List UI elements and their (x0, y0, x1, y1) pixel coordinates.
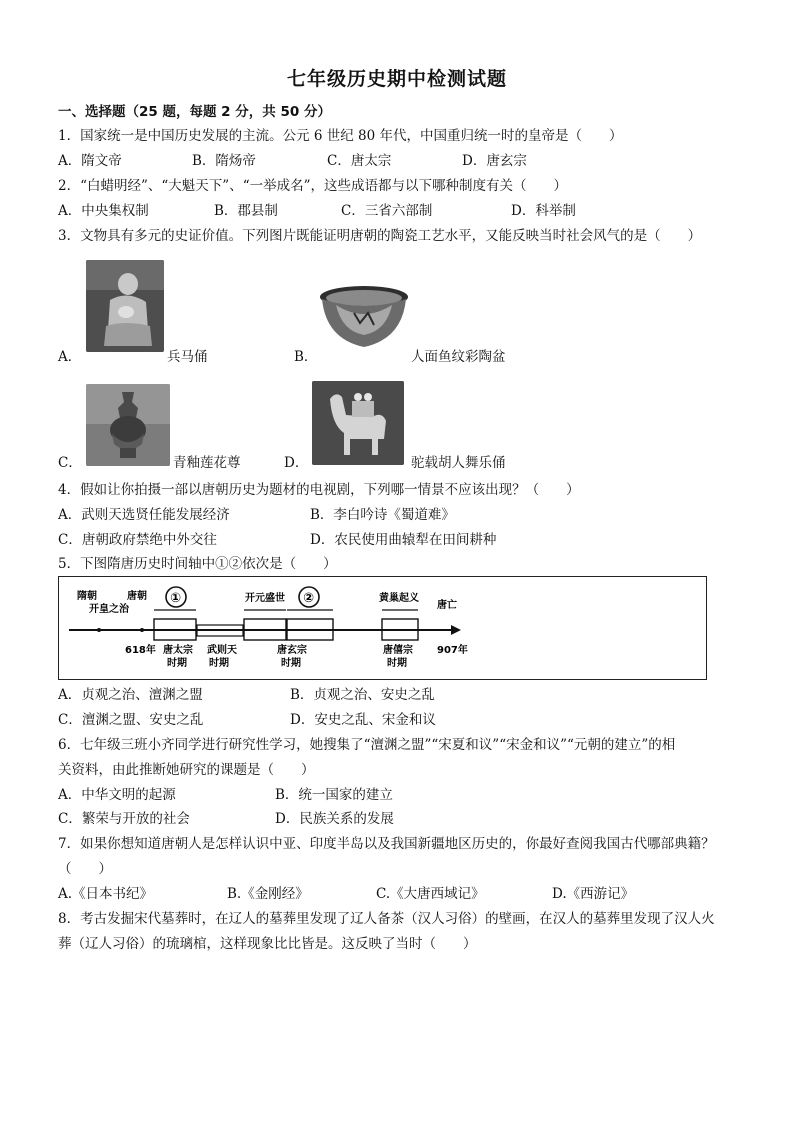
timeline-label-huangchao: 黄巢起义 (379, 593, 419, 604)
question-1-stem: 1．国家统一是中国历史发展的主流。公元 6 世纪 80 年代，中国重归统一时的皇帝是（ ） (58, 128, 623, 144)
q3-option-d-letter: D． (284, 455, 309, 471)
q6-option-d: D．民族关系的发展 (275, 811, 394, 827)
timeline-year-618: 618年 (125, 645, 156, 656)
q2-option-d: D．科举制 (511, 203, 576, 219)
q4-option-c: C．唐朝政府禁绝中外交往 (58, 532, 217, 548)
question-6-stem-line1: 6．七年级三班小齐同学进行研究性学习，她搜集了“澶渊之盟”“宋夏和议”“宋金和议”“元朝的建立”的相 (58, 737, 676, 753)
question-3-stem: 3．文物具有多元的史证价值。下列图片既能证明唐朝的陶瓷工艺水平，又能反映当时社会风气的是（ ） (58, 228, 702, 244)
q1-option-b: B．隋炀帝 (192, 153, 256, 169)
q7-option-b: B.《金刚经》 (227, 886, 309, 902)
q4-option-b: B．李白吟诗《蜀道难》 (310, 507, 455, 523)
timeline-label-wuzetian-period: 时期 (209, 658, 229, 669)
timeline-label-kaiyuan: 开元盛世 (245, 593, 285, 604)
camel-musicians-figurine-photo (312, 381, 404, 465)
terracotta-warrior-photo (86, 260, 164, 352)
q6-option-b: B．统一国家的建立 (275, 787, 393, 803)
timeline-label-xizong: 唐僖宗 (383, 645, 413, 656)
q5-option-c: C．澶渊之盟、安史之乱 (58, 712, 204, 728)
painted-pottery-basin-photo (316, 283, 412, 353)
q7-option-c: C.《大唐西域记》 (376, 886, 485, 902)
q3-option-a-caption: 兵马俑 (167, 349, 208, 365)
question-4-stem: 4．假如让你拍摄一部以唐朝历史为题材的电视剧，下列哪一情景不应该出现？（ ） (58, 482, 580, 498)
question-8-stem-line1: 8．考古发掘宋代墓葬时，在辽人的墓葬里发现了辽人备茶（汉人习俗）的壁画，在汉人的墓葬里发现了汉人火 (58, 911, 715, 927)
timeline-label-taizong: 唐太宗 (163, 645, 193, 656)
timeline-figure (58, 576, 707, 680)
celadon-lotus-vessel-photo (86, 384, 170, 466)
q4-option-d: D．农民使用曲辕犁在田间耕种 (310, 532, 497, 548)
timeline-label-xizong-period: 时期 (387, 658, 407, 669)
question-7-stem-line1: 7．如果你想知道唐朝人是怎样认识中亚、印度半岛以及我国新疆地区历史的，你最好查阅我国古代哪部典籍？ (58, 836, 715, 852)
q5-option-d: D．安史之乱、宋金和议 (290, 712, 436, 728)
q5-option-a: A．贞观之治、澶渊之盟 (58, 687, 203, 703)
question-2-stem: 2．“白蜡明经”、“大魁天下”、“一举成名”，这些成语都与以下哪种制度有关（ ） (58, 178, 567, 194)
q5-option-b: B．贞观之治、安史之乱 (290, 687, 435, 703)
q3-option-d-caption: 驼载胡人舞乐俑 (411, 455, 506, 471)
q3-option-b-letter: B． (294, 349, 318, 365)
q2-option-b: B．郡县制 (214, 203, 278, 219)
question-8-stem-line2: 葬（辽人习俗）的琉璃棺，这样现象比比皆是。这反映了当时（ ） (58, 936, 477, 952)
timeline-year-907: 907年 (437, 645, 468, 656)
timeline-blank-1: ① (170, 591, 182, 606)
q2-option-c: C．三省六部制 (341, 203, 433, 219)
q3-option-c-caption: 青釉莲花尊 (173, 455, 241, 471)
timeline-arrow (451, 625, 461, 635)
q4-option-a: A．武则天选贤任能发展经济 (58, 507, 230, 523)
timeline-label-taizong-period: 时期 (167, 658, 187, 669)
q3-option-b-caption: 人面鱼纹彩陶盆 (411, 349, 506, 365)
timeline-blank-2: ② (303, 591, 315, 606)
q6-option-c: C．繁荣与开放的社会 (58, 811, 190, 827)
q3-option-a-letter: A． (58, 349, 82, 365)
timeline-label-tang: 唐朝 (127, 591, 147, 602)
q1-option-a: A．隋文帝 (58, 153, 122, 169)
q3-option-c-letter: C． (58, 455, 82, 471)
q2-option-a: A．中央集权制 (58, 203, 149, 219)
q6-option-a: A．中华文明的起源 (58, 787, 176, 803)
question-5-stem: 5．下图隋唐历史时间轴中①②依次是（ ） (58, 556, 337, 572)
timeline-label-xuanzong: 唐玄宗 (277, 645, 307, 656)
timeline-label-xuanzong-period: 时期 (281, 658, 301, 669)
question-7-stem-line2: （ ） (58, 861, 112, 877)
q7-option-d: D.《西游记》 (552, 886, 635, 902)
question-6-stem-line2: 关资料，由此推断她研究的课题是（ ） (58, 762, 315, 778)
q1-option-d: D．唐玄宗 (462, 153, 527, 169)
timeline-label-tang-fall: 唐亡 (437, 600, 457, 611)
section-heading: 一、选择题（25 题，每题 2 分，共 50 分） (58, 104, 331, 120)
page-title: 七年级历史期中检测试题 (286, 68, 507, 90)
timeline-label-kaihuang: 开皇之治 (89, 604, 129, 615)
q1-option-c: C．唐太宗 (327, 153, 392, 169)
q7-option-a: A.《日本书纪》 (58, 886, 154, 902)
timeline-label-wuzetian: 武则天 (207, 645, 237, 656)
timeline-label-sui: 隋朝 (77, 591, 97, 602)
